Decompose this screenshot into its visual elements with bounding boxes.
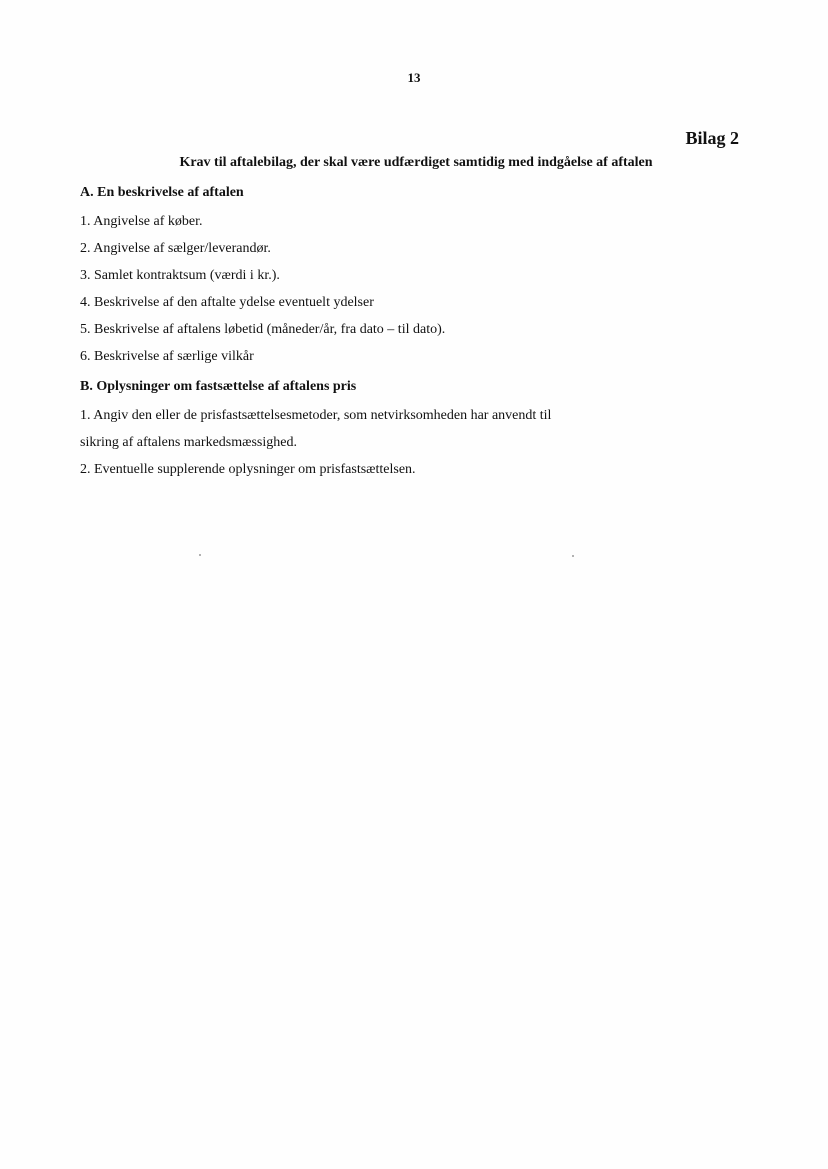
- section-a-item-4: 4. Beskrivelse af den aftalte ydelse eventuelt ydelser: [80, 295, 374, 310]
- annex-label: Bilag 2: [685, 128, 739, 148]
- section-b-item-1-line-2: sikring af aftalens markedsmæssighed.: [80, 435, 297, 450]
- section-a-item-5: 5. Beskrivelse af aftalens løbetid (måneder/år, fra dato – til dato).: [80, 322, 446, 337]
- section-b-item-1-line-1: 1. Angiv den eller de prisfastsættelsesmetoder, som netvirksomheden har anvendt til: [80, 408, 552, 423]
- section-a-item-1: 1. Angivelse af køber.: [80, 214, 203, 229]
- section-a-heading: A. En beskrivelse af aftalen: [80, 185, 244, 200]
- document-title: Krav til aftalebilag, der skal være udfærdiget samtidig med indgåelse af aftalen: [179, 155, 653, 170]
- scan-speck-right: [572, 555, 574, 557]
- section-a-item-2: 2. Angivelse af sælger/leverandør.: [80, 241, 271, 256]
- section-a-item-6: 6. Beskrivelse af særlige vilkår: [80, 349, 254, 364]
- document-body: [80, 182, 760, 483]
- page-number: 13: [407, 70, 421, 85]
- section-a-item-3: 3. Samlet kontraktsum (værdi i kr.).: [80, 268, 280, 283]
- scan-speck-left: [199, 554, 201, 556]
- section-b-item-2: 2. Eventuelle supplerende oplysninger om prisfastsættelsen.: [80, 462, 416, 477]
- section-b-heading: B. Oplysninger om fastsættelse af aftalens pris: [80, 379, 357, 394]
